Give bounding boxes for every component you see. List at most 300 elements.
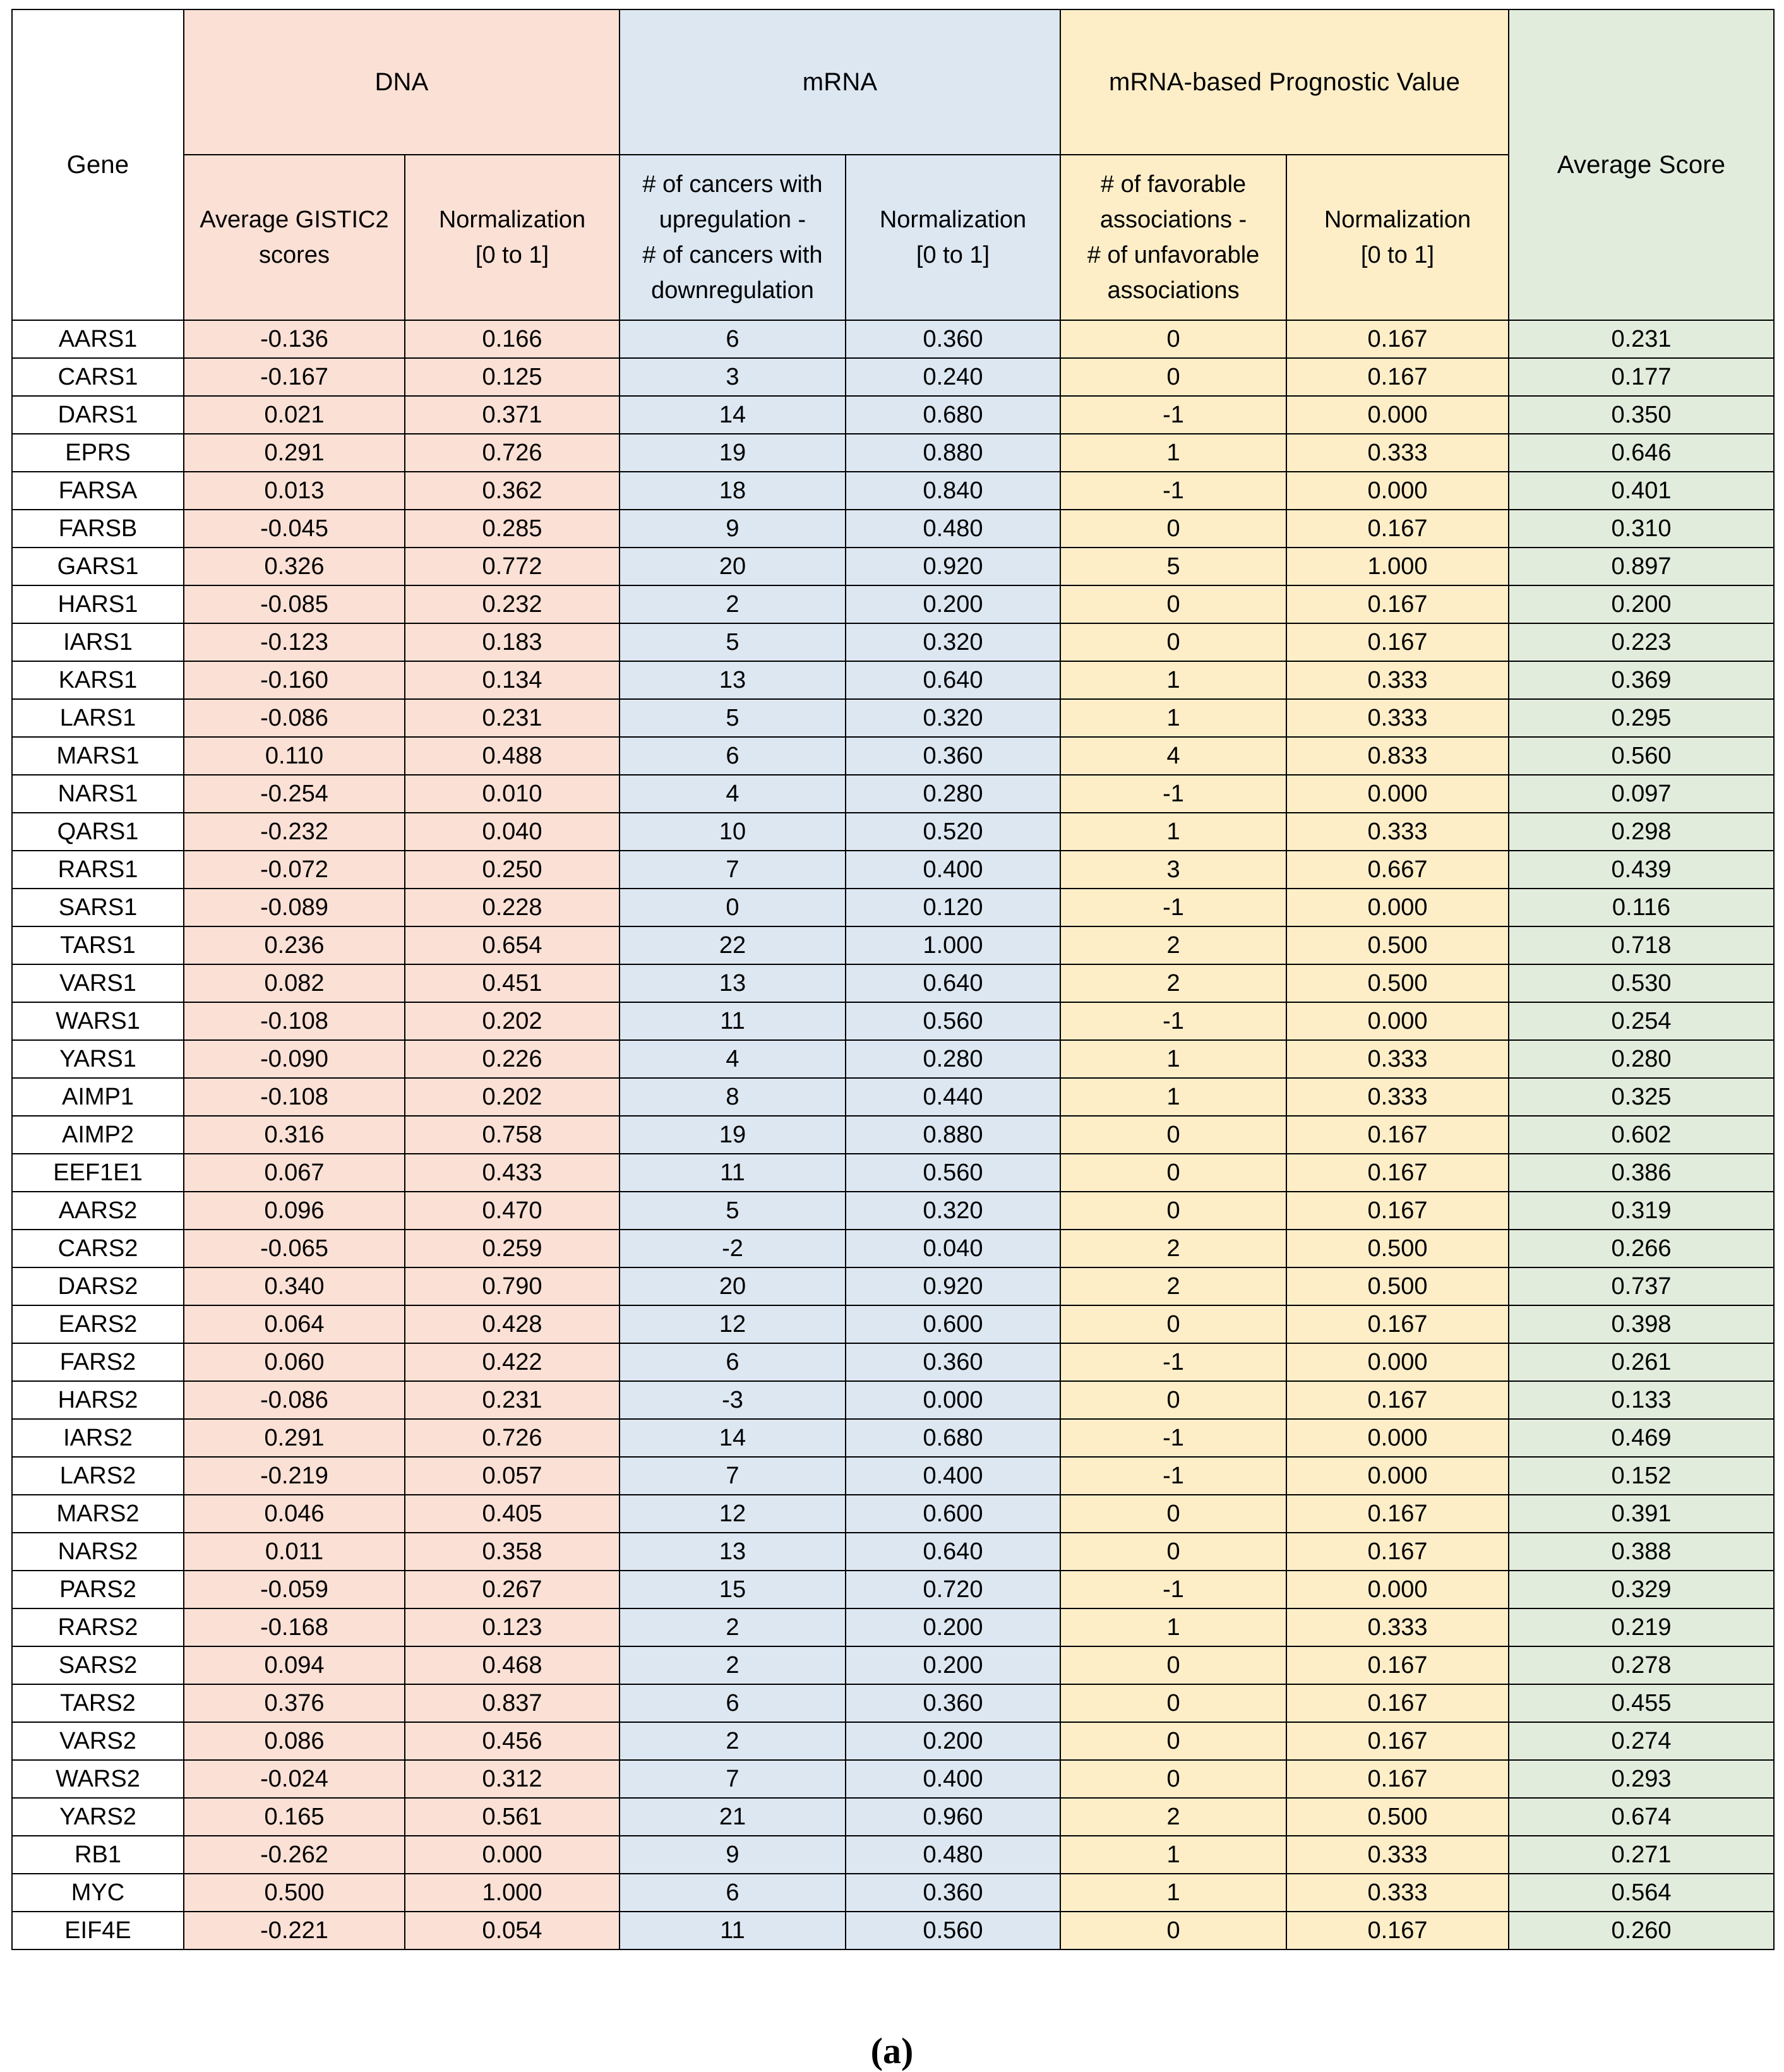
cell-prognostic-norm: 0.000: [1286, 775, 1509, 813]
cell-mrna-norm: 0.240: [846, 358, 1060, 396]
header-prognostic-raw: [1060, 155, 1286, 320]
cell-gene: WARS2: [12, 1760, 184, 1798]
cell-dna-norm: 0.470: [405, 1192, 620, 1230]
cell-prognostic-raw: 0: [1060, 1192, 1286, 1230]
cell-gene: AIMP1: [12, 1078, 184, 1116]
cell-mrna-norm: 0.360: [846, 320, 1060, 358]
cell-gene: IARS2: [12, 1419, 184, 1457]
cell-dna-raw: 0.291: [184, 1419, 405, 1457]
header-group-prognostic: mRNA-based Prognostic Value: [1060, 9, 1509, 155]
cell-prognostic-raw: 0: [1060, 1495, 1286, 1533]
header-mrna-raw: [620, 155, 846, 320]
table-row: [12, 889, 1774, 926]
cell-prognostic-norm: 0.333: [1286, 1874, 1509, 1912]
cell-gene: FARSB: [12, 510, 184, 548]
cell-average-score: 0.293: [1509, 1760, 1774, 1798]
cell-mrna-norm: 0.280: [846, 775, 1060, 813]
cell-prognostic-raw: -1: [1060, 1457, 1286, 1495]
cell-average-score: 0.231: [1509, 320, 1774, 358]
cell-dna-raw: 0.110: [184, 737, 405, 775]
cell-average-score: 0.254: [1509, 1002, 1774, 1040]
header-mrna-raw-line1: # of cancers with: [642, 171, 823, 198]
cell-prognostic-raw: 1: [1060, 699, 1286, 737]
cell-average-score: 0.386: [1509, 1154, 1774, 1192]
cell-average-score: 0.560: [1509, 737, 1774, 775]
cell-gene: MARS1: [12, 737, 184, 775]
cell-dna-norm: 0.433: [405, 1154, 620, 1192]
cell-prognostic-norm: 0.000: [1286, 396, 1509, 434]
cell-mrna-norm: 0.280: [846, 1040, 1060, 1078]
cell-dna-norm: 0.790: [405, 1267, 620, 1305]
cell-dna-raw: -0.085: [184, 585, 405, 623]
cell-mrna-raw: 6: [620, 320, 846, 358]
cell-mrna-raw: 2: [620, 1608, 846, 1646]
cell-prognostic-norm: 0.333: [1286, 699, 1509, 737]
header-mrna-raw-line3: # of cancers with: [642, 242, 823, 268]
cell-prognostic-norm: 0.167: [1286, 1722, 1509, 1760]
cell-mrna-norm: 0.440: [846, 1078, 1060, 1116]
cell-dna-raw: 0.064: [184, 1305, 405, 1343]
cell-average-score: 0.278: [1509, 1646, 1774, 1684]
cell-prognostic-raw: 0: [1060, 1533, 1286, 1571]
cell-average-score: 0.388: [1509, 1533, 1774, 1571]
cell-mrna-raw: -3: [620, 1381, 846, 1419]
cell-prognostic-raw: 0: [1060, 585, 1286, 623]
table-row: [12, 1495, 1774, 1533]
cell-gene: AIMP2: [12, 1116, 184, 1154]
cell-average-score: 0.530: [1509, 964, 1774, 1002]
cell-mrna-norm: 0.000: [846, 1381, 1060, 1419]
table-header: [12, 9, 1774, 320]
cell-dna-raw: -0.168: [184, 1608, 405, 1646]
table-row: [12, 1230, 1774, 1267]
cell-prognostic-raw: -1: [1060, 889, 1286, 926]
cell-dna-raw: -0.254: [184, 775, 405, 813]
table-row: [12, 1836, 1774, 1874]
cell-mrna-norm: 0.400: [846, 1457, 1060, 1495]
cell-mrna-norm: 0.320: [846, 1192, 1060, 1230]
cell-mrna-norm: 0.480: [846, 1836, 1060, 1874]
cell-dna-norm: 0.202: [405, 1078, 620, 1116]
cell-dna-norm: 0.488: [405, 737, 620, 775]
cell-dna-norm: 0.362: [405, 472, 620, 510]
cell-prognostic-norm: 0.833: [1286, 737, 1509, 775]
cell-mrna-raw: 2: [620, 1646, 846, 1684]
cell-prognostic-norm: 0.000: [1286, 889, 1509, 926]
header-prognostic-raw-line2: associations -: [1099, 206, 1247, 233]
header-mrna-raw-line2: upregulation -: [659, 206, 806, 233]
cell-gene: QARS1: [12, 813, 184, 851]
cell-prognostic-norm: 0.000: [1286, 1419, 1509, 1457]
cell-dna-raw: 0.021: [184, 396, 405, 434]
header-prognostic-norm: [1286, 155, 1509, 320]
cell-gene: HARS1: [12, 585, 184, 623]
table-row: [12, 585, 1774, 623]
table-row: [12, 1912, 1774, 1949]
cell-dna-raw: 0.046: [184, 1495, 405, 1533]
cell-prognostic-raw: 0: [1060, 1381, 1286, 1419]
cell-mrna-raw: 14: [620, 396, 846, 434]
cell-dna-raw: -0.059: [184, 1571, 405, 1608]
cell-mrna-norm: 0.560: [846, 1912, 1060, 1949]
table-row: [12, 1381, 1774, 1419]
cell-prognostic-raw: 1: [1060, 1836, 1286, 1874]
cell-prognostic-norm: 0.167: [1286, 320, 1509, 358]
cell-mrna-norm: 0.320: [846, 699, 1060, 737]
cell-prognostic-raw: -1: [1060, 472, 1286, 510]
cell-mrna-raw: 19: [620, 434, 846, 472]
header-dna-raw: [184, 155, 405, 320]
cell-average-score: 0.097: [1509, 775, 1774, 813]
cell-dna-raw: 0.165: [184, 1798, 405, 1836]
cell-mrna-norm: 0.840: [846, 472, 1060, 510]
cell-prognostic-norm: 0.167: [1286, 1495, 1509, 1533]
cell-mrna-raw: 5: [620, 1192, 846, 1230]
cell-dna-raw: -0.262: [184, 1836, 405, 1874]
cell-gene: TARS1: [12, 926, 184, 964]
cell-average-score: 0.298: [1509, 813, 1774, 851]
cell-mrna-norm: 0.200: [846, 585, 1060, 623]
cell-dna-raw: -0.065: [184, 1230, 405, 1267]
cell-dna-norm: 0.428: [405, 1305, 620, 1343]
cell-average-score: 0.319: [1509, 1192, 1774, 1230]
cell-mrna-norm: 0.920: [846, 548, 1060, 585]
cell-mrna-norm: 0.640: [846, 661, 1060, 699]
cell-average-score: 0.718: [1509, 926, 1774, 964]
cell-dna-norm: 0.267: [405, 1571, 620, 1608]
header-prognostic-raw-line4: associations: [1107, 277, 1240, 304]
cell-gene: YARS2: [12, 1798, 184, 1836]
cell-average-score: 0.271: [1509, 1836, 1774, 1874]
cell-dna-raw: -0.089: [184, 889, 405, 926]
cell-average-score: 0.439: [1509, 851, 1774, 889]
cell-prognostic-raw: 0: [1060, 1760, 1286, 1798]
cell-mrna-raw: 13: [620, 964, 846, 1002]
cell-average-score: 0.274: [1509, 1722, 1774, 1760]
cell-gene: NARS1: [12, 775, 184, 813]
cell-gene: RARS1: [12, 851, 184, 889]
cell-mrna-raw: 18: [620, 472, 846, 510]
cell-prognostic-norm: 0.500: [1286, 1230, 1509, 1267]
cell-average-score: 0.260: [1509, 1912, 1774, 1949]
cell-prognostic-raw: 5: [1060, 548, 1286, 585]
cell-prognostic-norm: 0.000: [1286, 1457, 1509, 1495]
cell-gene: SARS2: [12, 1646, 184, 1684]
cell-dna-raw: -0.108: [184, 1078, 405, 1116]
cell-dna-raw: -0.167: [184, 358, 405, 396]
cell-gene: FARSA: [12, 472, 184, 510]
cell-average-score: 0.266: [1509, 1230, 1774, 1267]
table-row: [12, 1002, 1774, 1040]
cell-prognostic-norm: 1.000: [1286, 548, 1509, 585]
cell-average-score: 0.177: [1509, 358, 1774, 396]
table-row: [12, 320, 1774, 358]
header-average-score: Average Score: [1509, 9, 1774, 320]
cell-dna-raw: -0.219: [184, 1457, 405, 1495]
cell-dna-norm: 0.125: [405, 358, 620, 396]
header-mrna-norm-line1: Normalization: [879, 206, 1027, 233]
cell-mrna-norm: 0.400: [846, 851, 1060, 889]
cell-mrna-raw: 6: [620, 1874, 846, 1912]
cell-mrna-norm: 0.560: [846, 1002, 1060, 1040]
cell-prognostic-raw: 3: [1060, 851, 1286, 889]
cell-gene: RARS2: [12, 1608, 184, 1646]
cell-mrna-norm: 0.600: [846, 1495, 1060, 1533]
table-row: [12, 964, 1774, 1002]
cell-prognostic-raw: 0: [1060, 358, 1286, 396]
table-row: [12, 1798, 1774, 1836]
cell-mrna-raw: 15: [620, 1571, 846, 1608]
cell-gene: FARS2: [12, 1343, 184, 1381]
cell-average-score: 0.602: [1509, 1116, 1774, 1154]
cell-prognostic-raw: 2: [1060, 1267, 1286, 1305]
table-row: [12, 775, 1774, 813]
header-prognostic-raw-line1: # of favorable: [1100, 171, 1247, 198]
table-row: [12, 1343, 1774, 1381]
table-row: [12, 1684, 1774, 1722]
cell-mrna-norm: 0.040: [846, 1230, 1060, 1267]
cell-prognostic-raw: -1: [1060, 1419, 1286, 1457]
table-row: [12, 1305, 1774, 1343]
cell-mrna-norm: 0.320: [846, 623, 1060, 661]
cell-mrna-raw: 11: [620, 1912, 846, 1949]
cell-mrna-norm: 0.560: [846, 1154, 1060, 1192]
cell-prognostic-norm: 0.167: [1286, 1760, 1509, 1798]
table-row: [12, 1608, 1774, 1646]
cell-mrna-norm: 0.360: [846, 737, 1060, 775]
cell-mrna-norm: 0.600: [846, 1305, 1060, 1343]
cell-dna-norm: 0.561: [405, 1798, 620, 1836]
cell-dna-norm: 0.231: [405, 1381, 620, 1419]
cell-dna-raw: 0.291: [184, 434, 405, 472]
cell-mrna-raw: 2: [620, 1722, 846, 1760]
cell-dna-raw: 0.316: [184, 1116, 405, 1154]
figure-caption: (a): [870, 2030, 914, 2071]
cell-prognostic-norm: 0.167: [1286, 623, 1509, 661]
cell-prognostic-raw: -1: [1060, 1002, 1286, 1040]
cell-average-score: 0.469: [1509, 1419, 1774, 1457]
cell-dna-norm: 0.054: [405, 1912, 620, 1949]
cell-prognostic-raw: 0: [1060, 1116, 1286, 1154]
cell-gene: CARS1: [12, 358, 184, 396]
header-mrna-raw-line4: downregulation: [651, 277, 814, 304]
cell-dna-norm: 0.468: [405, 1646, 620, 1684]
cell-dna-raw: -0.123: [184, 623, 405, 661]
cell-average-score: 0.310: [1509, 510, 1774, 548]
cell-mrna-norm: 0.960: [846, 1798, 1060, 1836]
cell-prognostic-raw: -1: [1060, 396, 1286, 434]
cell-prognostic-norm: 0.333: [1286, 1040, 1509, 1078]
cell-dna-norm: 0.232: [405, 585, 620, 623]
cell-prognostic-raw: 2: [1060, 964, 1286, 1002]
header-dna-norm-line2: [0 to 1]: [475, 242, 549, 268]
cell-dna-raw: 0.011: [184, 1533, 405, 1571]
cell-mrna-raw: -2: [620, 1230, 846, 1267]
table-row: [12, 1760, 1774, 1798]
cell-dna-norm: 0.451: [405, 964, 620, 1002]
cell-dna-raw: -0.160: [184, 661, 405, 699]
cell-average-score: 0.152: [1509, 1457, 1774, 1495]
header-dna-raw-line2: scores: [259, 242, 330, 268]
header-dna-norm: [405, 155, 620, 320]
table-row: [12, 1457, 1774, 1495]
cell-prognostic-raw: 0: [1060, 1305, 1286, 1343]
cell-dna-raw: 0.067: [184, 1154, 405, 1192]
cell-prognostic-norm: 0.333: [1286, 661, 1509, 699]
cell-mrna-norm: 0.640: [846, 964, 1060, 1002]
cell-dna-norm: 0.772: [405, 548, 620, 585]
table-row: [12, 851, 1774, 889]
cell-mrna-raw: 7: [620, 1760, 846, 1798]
cell-average-score: 0.261: [1509, 1343, 1774, 1381]
table-row: [12, 1646, 1774, 1684]
table-row: [12, 699, 1774, 737]
cell-average-score: 0.455: [1509, 1684, 1774, 1722]
cell-average-score: 0.329: [1509, 1571, 1774, 1608]
cell-prognostic-norm: 0.167: [1286, 1192, 1509, 1230]
cell-prognostic-norm: 0.167: [1286, 585, 1509, 623]
cell-dna-raw: -0.072: [184, 851, 405, 889]
table-row: [12, 472, 1774, 510]
cell-average-score: 0.564: [1509, 1874, 1774, 1912]
cell-gene: AARS2: [12, 1192, 184, 1230]
cell-mrna-raw: 2: [620, 585, 846, 623]
cell-prognostic-norm: 0.500: [1286, 926, 1509, 964]
cell-gene: SARS1: [12, 889, 184, 926]
cell-dna-norm: 0.726: [405, 1419, 620, 1457]
cell-prognostic-norm: 0.500: [1286, 1267, 1509, 1305]
table-row: [12, 737, 1774, 775]
cell-mrna-raw: 21: [620, 1798, 846, 1836]
cell-gene: PARS2: [12, 1571, 184, 1608]
cell-prognostic-norm: 0.167: [1286, 510, 1509, 548]
table-body: [12, 320, 1774, 1949]
cell-mrna-raw: 4: [620, 775, 846, 813]
cell-prognostic-raw: 1: [1060, 813, 1286, 851]
cell-average-score: 0.200: [1509, 585, 1774, 623]
cell-prognostic-raw: 0: [1060, 1646, 1286, 1684]
cell-prognostic-raw: -1: [1060, 1571, 1286, 1608]
cell-average-score: 0.280: [1509, 1040, 1774, 1078]
cell-average-score: 0.350: [1509, 396, 1774, 434]
cell-dna-norm: 0.312: [405, 1760, 620, 1798]
cell-dna-raw: -0.086: [184, 699, 405, 737]
cell-mrna-raw: 9: [620, 1836, 846, 1874]
cell-prognostic-raw: 1: [1060, 1078, 1286, 1116]
cell-dna-norm: 0.654: [405, 926, 620, 964]
cell-average-score: 0.737: [1509, 1267, 1774, 1305]
cell-dna-norm: 0.010: [405, 775, 620, 813]
cell-gene: DARS1: [12, 396, 184, 434]
cell-prognostic-norm: 0.333: [1286, 1836, 1509, 1874]
table-row: [12, 1267, 1774, 1305]
cell-mrna-raw: 3: [620, 358, 846, 396]
cell-gene: EIF4E: [12, 1912, 184, 1949]
cell-dna-norm: 0.405: [405, 1495, 620, 1533]
cell-dna-norm: 0.183: [405, 623, 620, 661]
cell-dna-raw: -0.045: [184, 510, 405, 548]
cell-dna-norm: 0.226: [405, 1040, 620, 1078]
cell-dna-raw: -0.086: [184, 1381, 405, 1419]
cell-dna-norm: 0.166: [405, 320, 620, 358]
cell-average-score: 0.674: [1509, 1798, 1774, 1836]
cell-dna-raw: 0.013: [184, 472, 405, 510]
cell-mrna-raw: 7: [620, 851, 846, 889]
cell-dna-raw: -0.232: [184, 813, 405, 851]
cell-prognostic-raw: 4: [1060, 737, 1286, 775]
cell-mrna-norm: 0.360: [846, 1684, 1060, 1722]
cell-average-score: 0.133: [1509, 1381, 1774, 1419]
cell-mrna-raw: 14: [620, 1419, 846, 1457]
cell-gene: EARS2: [12, 1305, 184, 1343]
cell-dna-raw: -0.136: [184, 320, 405, 358]
cell-gene: NARS2: [12, 1533, 184, 1571]
header-mrna-norm-line2: [0 to 1]: [916, 242, 990, 268]
cell-dna-raw: -0.024: [184, 1760, 405, 1798]
cell-prognostic-norm: 0.000: [1286, 472, 1509, 510]
cell-prognostic-raw: 2: [1060, 926, 1286, 964]
cell-mrna-norm: 0.480: [846, 510, 1060, 548]
table-row: [12, 1419, 1774, 1457]
cell-prognostic-norm: 0.000: [1286, 1343, 1509, 1381]
cell-gene: KARS1: [12, 661, 184, 699]
cell-mrna-raw: 12: [620, 1495, 846, 1533]
cell-gene: CARS2: [12, 1230, 184, 1267]
cell-gene: DARS2: [12, 1267, 184, 1305]
cell-mrna-raw: 11: [620, 1002, 846, 1040]
cell-prognostic-norm: 0.167: [1286, 1912, 1509, 1949]
cell-prognostic-norm: 0.000: [1286, 1002, 1509, 1040]
cell-dna-norm: 0.358: [405, 1533, 620, 1571]
cell-mrna-raw: 13: [620, 661, 846, 699]
table-row: [12, 548, 1774, 585]
cell-mrna-norm: 0.200: [846, 1722, 1060, 1760]
cell-prognostic-norm: 0.167: [1286, 1116, 1509, 1154]
table-row: [12, 1154, 1774, 1192]
cell-gene: VARS1: [12, 964, 184, 1002]
cell-mrna-raw: 12: [620, 1305, 846, 1343]
cell-prognostic-raw: -1: [1060, 1343, 1286, 1381]
cell-gene: AARS1: [12, 320, 184, 358]
cell-prognostic-raw: 1: [1060, 1040, 1286, 1078]
cell-average-score: 0.219: [1509, 1608, 1774, 1646]
cell-gene: EPRS: [12, 434, 184, 472]
table-row: [12, 1533, 1774, 1571]
cell-mrna-norm: 1.000: [846, 926, 1060, 964]
cell-prognostic-norm: 0.333: [1286, 434, 1509, 472]
cell-prognostic-norm: 0.167: [1286, 1684, 1509, 1722]
table-row: [12, 1040, 1774, 1078]
header-group-row: [12, 9, 1774, 155]
cell-prognostic-raw: 0: [1060, 1154, 1286, 1192]
cell-average-score: 0.401: [1509, 472, 1774, 510]
cell-dna-norm: 0.758: [405, 1116, 620, 1154]
cell-mrna-raw: 7: [620, 1457, 846, 1495]
cell-average-score: 0.369: [1509, 661, 1774, 699]
cell-prognostic-norm: 0.500: [1286, 1798, 1509, 1836]
cell-dna-norm: 1.000: [405, 1874, 620, 1912]
table-row: [12, 661, 1774, 699]
cell-average-score: 0.295: [1509, 699, 1774, 737]
header-group-dna: DNA: [184, 9, 620, 155]
table-row: [12, 926, 1774, 964]
cell-dna-raw: 0.060: [184, 1343, 405, 1381]
header-prognostic-norm-line2: [0 to 1]: [1360, 242, 1435, 268]
cell-prognostic-raw: 0: [1060, 320, 1286, 358]
cell-dna-norm: 0.228: [405, 889, 620, 926]
cell-prognostic-raw: 0: [1060, 510, 1286, 548]
cell-prognostic-raw: 1: [1060, 1874, 1286, 1912]
